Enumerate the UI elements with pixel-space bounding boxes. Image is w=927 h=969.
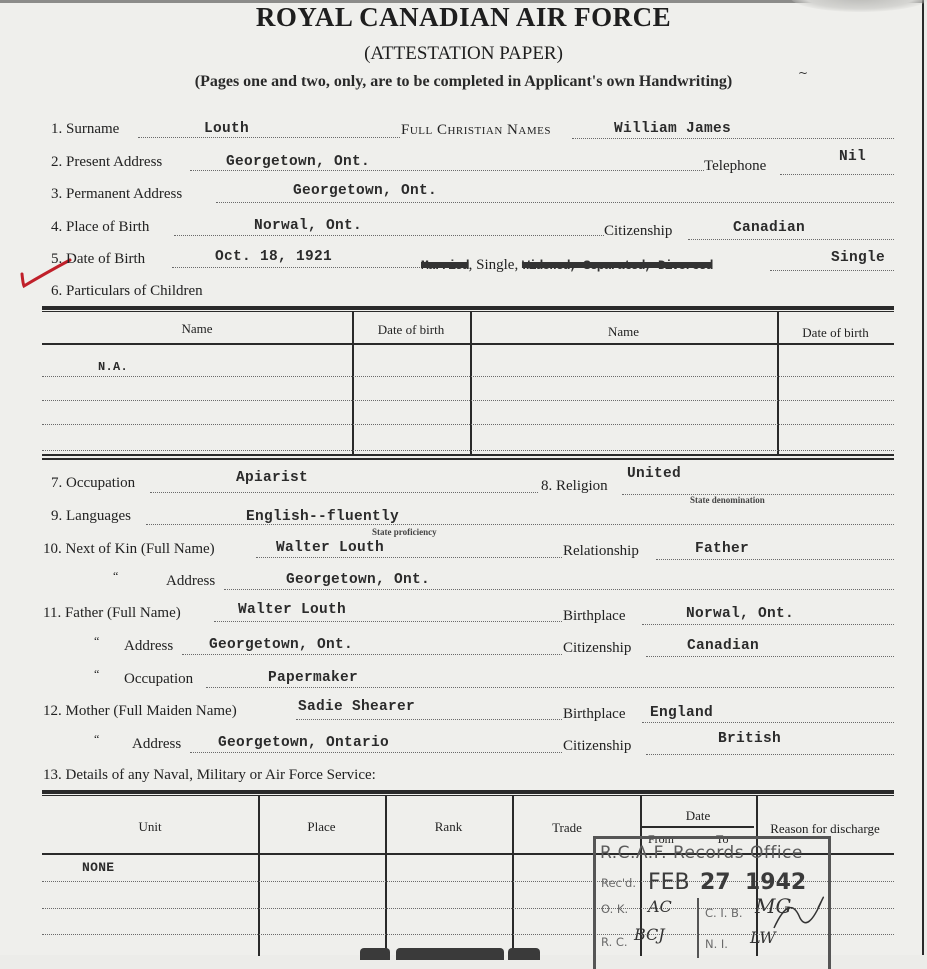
children-section-label: 6. Particulars of Children bbox=[51, 283, 203, 299]
father-name-value: Walter Louth bbox=[238, 602, 347, 618]
stamp-year: 1942 bbox=[745, 870, 807, 895]
occupation-value: Apiarist bbox=[236, 470, 309, 486]
date-of-birth-label: 5. Date of Birth bbox=[51, 251, 146, 267]
mother-name-label: 12. Mother (Full Maiden Name) bbox=[43, 703, 237, 719]
mother-address-value: Georgetown, Ontario bbox=[218, 735, 390, 751]
present-address-value: Georgetown, Ont. bbox=[226, 154, 371, 170]
citizenship-label: Citizenship bbox=[604, 223, 673, 239]
dotted-line bbox=[646, 656, 894, 657]
marital-status-value: Single bbox=[831, 250, 886, 266]
dotted-line bbox=[206, 687, 894, 688]
dotted-line bbox=[214, 621, 562, 622]
dotted-line bbox=[174, 235, 604, 236]
permanent-address-label: 3. Permanent Address bbox=[51, 186, 183, 202]
mother-birthplace-label: Birthplace bbox=[563, 706, 626, 722]
dotted-line bbox=[224, 589, 894, 590]
stamp-cib-initials: MG bbox=[755, 894, 792, 918]
children-row-1-name: N.A. bbox=[98, 360, 129, 374]
dotted-line bbox=[780, 174, 894, 175]
languages-label: 9. Languages bbox=[51, 508, 131, 524]
dotted-line bbox=[216, 202, 894, 203]
ditto-mark: “ bbox=[94, 634, 100, 648]
dotted-line bbox=[190, 170, 704, 171]
struck-other-statuses: Widowed, Separated, Divorced bbox=[521, 258, 713, 273]
stamp-title: R.C.A.F. Records Office bbox=[600, 843, 803, 863]
nok-address-label: Address bbox=[166, 573, 216, 589]
mother-name-value: Sadie Shearer bbox=[298, 699, 416, 715]
table-row-line bbox=[42, 450, 894, 451]
relationship-value: Father bbox=[695, 541, 750, 557]
christian-names-value: William James bbox=[614, 121, 732, 137]
dotted-line bbox=[182, 654, 562, 655]
mother-citizenship-label: Citizenship bbox=[563, 738, 632, 754]
document-subtitle: (ATTESTATION PAPER) bbox=[364, 43, 563, 64]
languages-hint: State proficiency bbox=[372, 527, 437, 537]
handwriting-instruction: (Pages one and two, only, are to be completed in Applicant's own Handwriting) bbox=[194, 73, 733, 90]
dotted-line bbox=[656, 559, 894, 560]
service-col-reason: Reason for discharge bbox=[770, 821, 880, 836]
table-row-line bbox=[42, 400, 894, 401]
stamp-received-label: Rec'd. bbox=[601, 876, 636, 890]
father-birthplace-label: Birthplace bbox=[563, 608, 626, 624]
table-row-line bbox=[42, 376, 894, 377]
service-col-date-from: From bbox=[648, 832, 675, 846]
father-citizenship-label: Citizenship bbox=[563, 640, 632, 656]
dotted-line bbox=[642, 722, 894, 723]
service-col-unit: Unit bbox=[138, 819, 162, 834]
religion-hint: State denomination bbox=[690, 495, 765, 505]
father-address-value: Georgetown, Ont. bbox=[209, 637, 354, 653]
ditto-mark: “ bbox=[94, 732, 100, 746]
marital-status-options bbox=[421, 254, 712, 274]
bottom-tab-shape bbox=[508, 948, 540, 960]
dotted-line bbox=[642, 624, 894, 625]
father-citizenship-value: Canadian bbox=[687, 638, 760, 654]
permanent-address-value: Georgetown, Ont. bbox=[293, 183, 438, 199]
religion-label: 8. Religion bbox=[541, 478, 608, 494]
father-occupation-value: Papermaker bbox=[268, 670, 359, 686]
stamp-day: 27 bbox=[700, 870, 731, 895]
table-row-line bbox=[42, 424, 894, 425]
mother-address-label: Address bbox=[132, 736, 182, 752]
stamp-rc-label: R. C. bbox=[601, 935, 628, 949]
option-single: , Single, bbox=[468, 257, 522, 273]
dotted-line bbox=[190, 752, 562, 753]
signature-flourish-icon bbox=[770, 888, 830, 938]
telephone-value: Nil bbox=[839, 149, 867, 165]
father-name-label: 11. Father (Full Name) bbox=[43, 605, 181, 621]
dotted-line bbox=[138, 137, 400, 138]
date-of-birth-value: Oct. 18, 1921 bbox=[215, 249, 333, 265]
stamp-cib-label: C. I. B. bbox=[705, 906, 743, 920]
children-col-name-1: Name bbox=[181, 321, 213, 336]
bottom-tab-shape bbox=[396, 948, 504, 960]
service-col-date-to: To bbox=[716, 832, 729, 846]
dotted-line bbox=[572, 138, 894, 139]
stamp-ok-label: O. K. bbox=[601, 902, 629, 916]
dotted-line bbox=[646, 754, 894, 755]
ditto-mark: “ bbox=[94, 667, 100, 681]
service-col-trade: Trade bbox=[552, 820, 582, 835]
next-of-kin-label: 10. Next of Kin (Full Name) bbox=[43, 541, 215, 557]
religion-value: United bbox=[627, 466, 682, 482]
document-title: ROYAL CANADIAN AIR FORCE bbox=[255, 2, 672, 32]
occupation-label: 7. Occupation bbox=[51, 475, 136, 491]
surname-value: Louth bbox=[204, 121, 250, 137]
dotted-line bbox=[150, 492, 538, 493]
children-col-name-2: Name bbox=[607, 324, 640, 339]
next-of-kin-value: Walter Louth bbox=[276, 540, 385, 556]
children-col-dob-1: Date of birth bbox=[377, 322, 445, 337]
stamp-ok-initials: AC bbox=[648, 897, 672, 916]
citizenship-value: Canadian bbox=[733, 220, 806, 236]
stamp-month: FEB bbox=[648, 870, 690, 895]
father-address-label: Address bbox=[124, 638, 174, 654]
children-col-dob-2: Date of birth bbox=[802, 325, 869, 340]
service-col-date: Date bbox=[685, 808, 711, 823]
languages-value: English--fluently bbox=[246, 509, 400, 525]
stamp-ni-label: N. I. bbox=[705, 937, 728, 951]
service-col-place: Place bbox=[307, 819, 336, 834]
ditto-mark: “ bbox=[113, 569, 119, 583]
telephone-label: Telephone bbox=[704, 158, 767, 174]
present-address-label: 2. Present Address bbox=[51, 154, 163, 170]
bottom-tab-shape bbox=[360, 948, 390, 960]
stamp-divider bbox=[697, 898, 699, 958]
place-of-birth-value: Norwal, Ont. bbox=[254, 218, 363, 234]
dotted-line bbox=[770, 270, 894, 271]
struck-married: Married bbox=[421, 258, 469, 273]
mother-citizenship-value: British bbox=[718, 731, 782, 747]
place-of-birth-label: 4. Place of Birth bbox=[51, 219, 150, 235]
stamp-rc-initials: BCJ bbox=[634, 925, 665, 944]
relationship-label: Relationship bbox=[563, 543, 639, 559]
dotted-line bbox=[688, 239, 894, 240]
dotted-line bbox=[296, 719, 562, 720]
christian-names-label: Full Christian Names bbox=[401, 122, 551, 138]
dotted-line bbox=[256, 557, 562, 558]
service-col-rank: Rank bbox=[434, 819, 463, 834]
nok-address-value: Georgetown, Ont. bbox=[286, 572, 431, 588]
surname-label: 1. Surname bbox=[51, 121, 120, 137]
dotted-line bbox=[172, 267, 422, 268]
father-birthplace-value: Norwal, Ont. bbox=[686, 606, 795, 622]
pen-mark: ~ bbox=[798, 66, 809, 80]
stamp-ni-initials: LW bbox=[750, 928, 776, 947]
service-row-1-unit: NONE bbox=[82, 860, 115, 875]
mother-birthplace-value: England bbox=[650, 705, 714, 721]
service-section-label: 13. Details of any Naval, Military or Air Force Service: bbox=[43, 767, 376, 783]
father-occupation-label: Occupation bbox=[124, 671, 194, 687]
